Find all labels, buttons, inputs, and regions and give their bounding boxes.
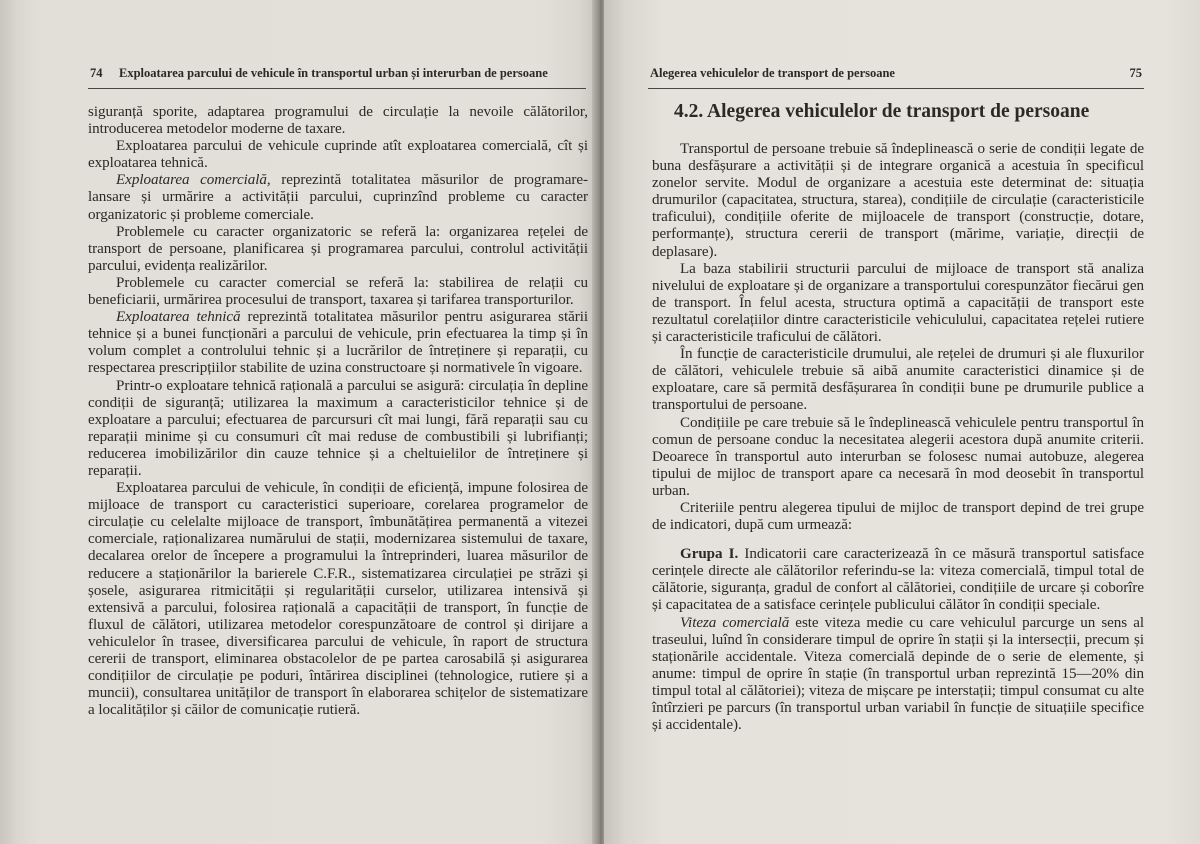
right-page bbox=[604, 0, 1200, 844]
italic-term: Exploatarea comercială, bbox=[116, 172, 271, 189]
right-page-body bbox=[652, 141, 1144, 734]
paragraph: Exploatarea comercială, reprezintă totalitatea măsurilor de programare-lansare și urmărire a activității parcului, cuprinzînd probleme cu caracter organizatoric și probleme comerciale. bbox=[88, 172, 588, 223]
paragraph: În funcție de caracteristicile drumului, ale rețelei de drumuri și ale fluxurilor de călători, vehiculele trebuie să aibă anumite caracteristici dinamice și de exploatare, care să permită desfășurarea în condiții bune pe drumurile publice a transportului de persoane. bbox=[652, 346, 1144, 414]
left-running-header bbox=[88, 64, 586, 89]
paragraph: Exploatarea parcului de vehicule cuprinde atît exploatarea comercială, cît și exploatarea tehnică. bbox=[88, 138, 588, 172]
paragraph: Viteza comercială este viteza medie cu care vehiculul parcurge un sens al traseului, luînd în considerare timpul de oprire în stații și la intersecții, precum și staționările accidentale. Viteza comercială depinde de o serie de elemente, și anume: timpul de oprire în stație (în transportul urban reprezintă 15—20% din timpul total al călătoriei); viteza de mișcare pe interstații; timpul consumat cu alte întîrzieri pe parcurs (în transportul urban variabil în funcție de situațiile specifice și accidentale). bbox=[652, 614, 1144, 734]
paragraph: La baza stabilirii structurii parcului de mijloace de transport stă analiza nivelului de exploatare și de organizare a transportului corespunzător fiecărui gen de transport. În felul acesta, structura optimă a capacității de transport este rezultatul corelațiilor dintre caracteristicile vehiculului, capacitatea rețelei rutiere și caracteristicile traficului de călători. bbox=[652, 260, 1144, 346]
paragraph: Transportul de persoane trebuie să îndeplinească o serie de condiții legate de buna desfășurare a activității și de integrare organică a acestuia în specificul zonelor servite. Modul de organizare a acestuia este determinat de: situația drumurilor (capacitatea, structura, starea), condițiile de circulație (caracteristicile traficului), condițiile oferite de mijloacele de transport (construcție, dotare, performanțe), structura cererii de transport (mărime, variație, direcții de deplasare). bbox=[652, 141, 1144, 260]
left-page-body bbox=[88, 104, 588, 719]
paragraph: Criteriile pentru alegerea tipului de mijloc de transport depind de trei grupe de indicatori, după cum urmează: bbox=[652, 499, 1144, 534]
left-page bbox=[0, 0, 596, 844]
italic-term: Exploatarea tehnică bbox=[116, 309, 241, 326]
paragraph: Exploatarea parcului de vehicule, în condiții de eficiență, impune folosirea de mijloace de transport cu caracteristici superioare, corelarea programelor de circulație cu celelalte mijloace de transport, îmbunătățirea permanentă a vitezei comerciale, raționalizarea numărului de stații, modernizarea sistemului de taxare, decalarea orelor de începere a programului la întreprinderi, luarea măsurilor de reducere a staționărilor la barierele C.F.R., sistematizarea circulației pe străzi și șosele, asigurarea ritmicității și regularității curselor, utilizarea intensivă și extensivă a parcului, folosirea rațională a capacității de transport, în funcție de fluxul de călători, utilizarea metodelor corespunzătoare de control și dirijare a vehiculelor în trasee, diversificarea parcului de vehicule, în raport de structura cererii de transport, eliminarea obstacolelor de pe partea carosabilă și asigurarea condițiilor de circulație pe poduri, întărirea disciplinei (tehnologice, rutiere și a muncii), consultarea unităților de transport în elaborarea schițelor de sistematizare a localităților și căilor de comunicație rutieră. bbox=[88, 480, 588, 719]
paragraph: Grupa I. Indicatorii care caracterizează în ce măsură transportul satisface cerințele directe ale călătorilor referindu-se la: viteza comercială, timpul total de călătorie, siguranța, gradul de confort al călătoriei, condițiile de urcare și coborîre și capacitatea de a satisface cerințele publicului călător în condiții speciale. bbox=[652, 546, 1144, 614]
paragraph: Problemele cu caracter comercial se referă la: stabilirea de relații cu beneficiarii, urmărirea procesului de transport, taxarea și tarifarea transporturilor. bbox=[88, 274, 588, 309]
group-label: Grupa I. bbox=[680, 546, 739, 563]
right-running-title: Alegerea vehiculelor de transport de persoane bbox=[650, 66, 895, 80]
section-title: 4.2. Alegerea vehiculelor de transport de persoane bbox=[674, 101, 1090, 122]
paragraph: Exploatarea tehnică reprezintă totalitatea măsurilor pentru asigurarea stării tehnice și a bunei funcționări a parcului de vehicule, prin efectuarea la timp și în volum complet a controlului tehnic și a lucrărilor de întreținere și reparații, cu respectarea prescripțiilor stabilite de uzina constructoare și normativele în vigoare. bbox=[88, 309, 589, 377]
paragraph: Problemele cu caracter organizatoric se referă la: organizarea rețelei de transport de persoane, planificarea și programarea parcului, controlul activității parcului, evidența realizărilor. bbox=[88, 223, 588, 274]
paragraph: Condițiile pe care trebuie să le îndeplinească vehiculele pentru transportul în comun de persoane conduc la necesitatea alegerii acestora după anumite criterii. Deoarece în transportul auto interurban se folosesc numai autobuze, alegerea tipului de mijloc de transport apare ca necesară în mod deosebit în transportul urban. bbox=[652, 414, 1144, 499]
right-page-number: 75 bbox=[1129, 66, 1142, 80]
paragraph: siguranță sporite, adaptarea programului de circulație la nevoile călătorilor, introducerea metodelor moderne de taxare. bbox=[88, 104, 588, 138]
paragraph: Printr-o exploatare tehnică rațională a parcului se asigură: circulația în depline condiții de siguranță; utilizarea la maximum a caracteristicilor tehnice și de exploatare a parcului; efectuarea de parcursuri cît mai lungi, fără reparații sau cu reparații minime și cu consumuri cît mai reduse de combustibili și lubrifianți; reducerea imobilizărilor din cauze tehnice și a cheltuielilor de întreținere și reparații. bbox=[88, 377, 588, 479]
left-page-number: 74 bbox=[90, 66, 103, 80]
right-running-header bbox=[648, 64, 1144, 89]
italic-term: Viteza comercială bbox=[680, 614, 790, 631]
left-running-title: Exploatarea parcului de vehicule în transportul urban și interurban de persoane bbox=[119, 66, 548, 80]
